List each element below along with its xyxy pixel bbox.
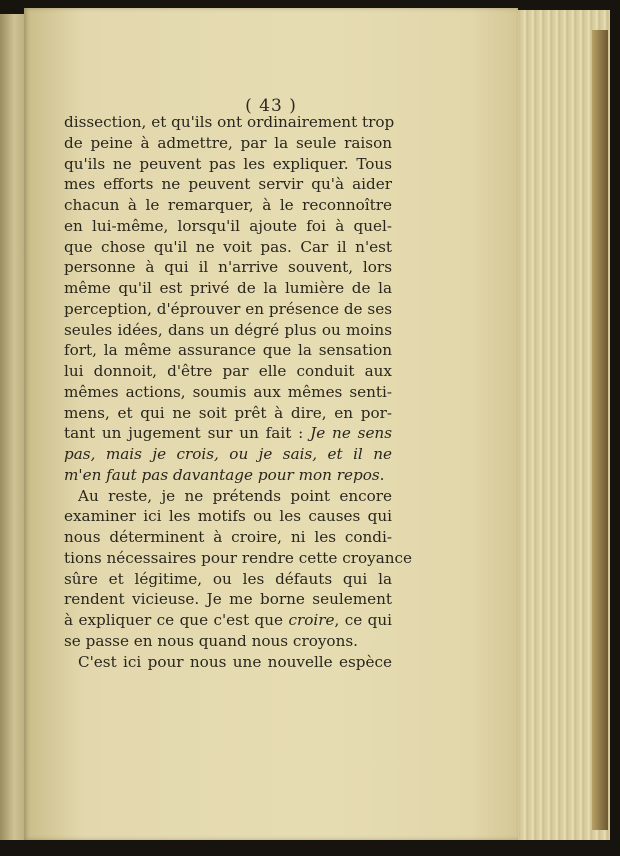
text-line <box>64 257 392 278</box>
text-line <box>64 278 392 299</box>
text-run: même qu'il est privé de la lumière de la <box>64 279 392 297</box>
text-line <box>64 237 392 258</box>
text-run: en lui-même, lorsqu'il ajoute foi à quel- <box>64 216 392 235</box>
italic-text: Je ne sens <box>310 424 393 443</box>
text-line <box>64 403 392 424</box>
facing-page-edge <box>0 14 27 840</box>
text-line <box>64 361 392 382</box>
text-line <box>64 216 392 237</box>
text-line <box>64 195 392 216</box>
text-run: de peine à admettre, par la seule raison <box>64 133 392 152</box>
text-line <box>64 631 392 652</box>
text-line <box>64 486 392 507</box>
book-page <box>24 8 518 840</box>
text-run: rendent vicieuse. Je me borne seulement <box>64 590 392 609</box>
text-run: nous déterminent à croire, ni les condi- <box>64 528 392 546</box>
italic-text: m'en faut pas davantage pour mon repos <box>64 465 380 484</box>
text-run: tions nécessaires pour rendre cette croyance <box>64 548 413 567</box>
text-line <box>64 527 392 548</box>
text-line <box>64 569 392 590</box>
text-run: examiner ici les motifs ou les causes qui <box>64 507 392 526</box>
text-run: Au reste, je ne prétends point encore <box>78 486 392 505</box>
text-run: , ce qui <box>334 611 392 629</box>
body-text <box>64 112 413 672</box>
text-line <box>64 154 392 175</box>
text-run: . <box>379 465 385 484</box>
text-line <box>64 506 392 527</box>
text-line <box>64 652 392 673</box>
text-run: chacun à le remarquer, à le reconnoître <box>64 196 392 214</box>
text-run: mens, et qui ne soit prêt à dire, en por- <box>64 403 392 422</box>
text-run: tant un jugement sur un fait : <box>64 424 311 443</box>
text-run: perception, d'éprouver en présence de ses <box>64 299 392 318</box>
text-run: dissection, et qu'ils ont ordinairement trop <box>64 113 395 131</box>
text-line <box>64 465 392 486</box>
text-run: C'est ici pour nous une nouvelle espèce <box>78 652 392 671</box>
page-number: ( 43 ) <box>245 96 297 116</box>
text-run: à expliquer ce que c'est que <box>64 611 289 629</box>
text-line <box>64 320 392 341</box>
text-line <box>64 610 392 631</box>
text-run: seules idées, dans un dégré plus ou moins <box>64 320 392 339</box>
text-run: que chose qu'il ne voit pas. Car il n'est <box>64 237 392 256</box>
book-spine-shadow <box>592 30 608 830</box>
text-run: sûre et légitime, ou les défauts qui la <box>64 569 392 588</box>
text-line <box>64 340 392 361</box>
text-line <box>64 174 392 195</box>
text-line <box>64 133 392 154</box>
text-line <box>64 382 392 403</box>
text-run: mes efforts ne peuvent servir qu'à aider <box>64 175 392 194</box>
text-run: personne à qui il n'arrive souvent, lors <box>64 258 392 277</box>
text-line <box>64 423 392 444</box>
text-run: fort, la même assurance que la sensation <box>64 341 392 360</box>
text-line <box>64 589 392 610</box>
text-run: se passe en nous quand nous croyons. <box>64 631 358 650</box>
text-run: lui donnoit, d'être par elle conduit aux <box>64 362 392 380</box>
text-line <box>64 299 392 320</box>
text-line <box>64 444 392 465</box>
text-line <box>64 112 395 133</box>
italic-text: pas, mais je crois, ou je sais, et il ne <box>64 445 392 463</box>
text-run: mêmes actions, soumis aux mêmes senti- <box>64 382 392 401</box>
text-run: qu'ils ne peuvent pas les expliquer. Tous <box>64 154 392 173</box>
italic-text: croire <box>288 611 335 629</box>
text-line <box>64 548 413 569</box>
